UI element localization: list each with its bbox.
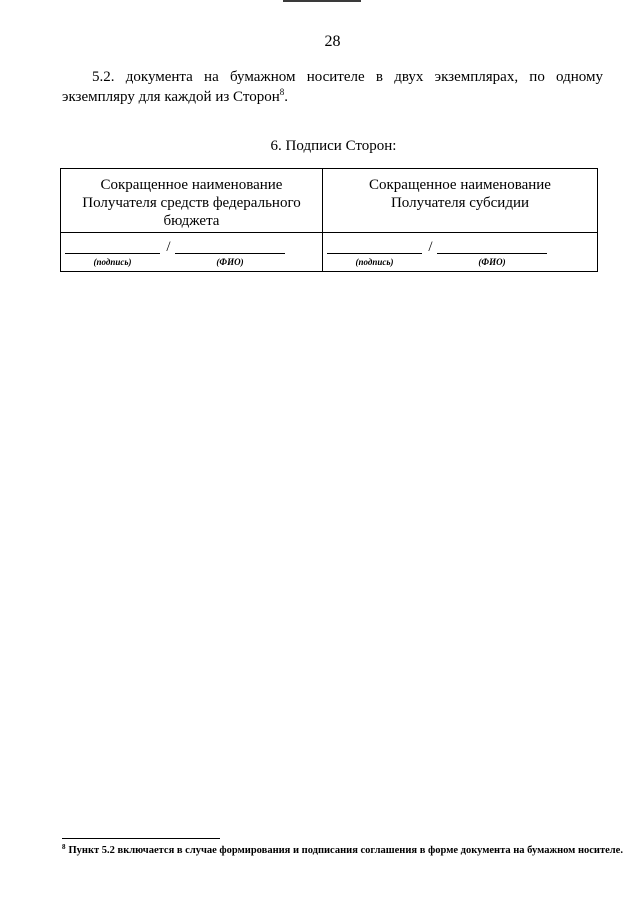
footnote-text: Пункт 5.2 включается в случае формирования и подписания соглашения в форме документа на бумажном носителе. (68, 845, 623, 856)
header-line: Получателя субсидии (390, 195, 530, 211)
section-title: 6. Подписи Сторон: (270, 138, 397, 154)
full-name-caption: (ФИО) (216, 257, 244, 267)
party-signature-subsidy-recipient (323, 233, 597, 271)
party-header-budget-recipient (61, 169, 322, 232)
footnote-marker: 8 (62, 842, 66, 851)
field-separator: / (428, 239, 433, 255)
signature-caption: (подпись) (93, 257, 132, 267)
full-name-field (437, 233, 547, 268)
header-line: Сокращенное наименование (369, 177, 551, 193)
header-line: Сокращенное наименование (100, 177, 283, 193)
footnote-reference: 8 (279, 87, 285, 97)
scan-edge-mark (283, 0, 361, 2)
party-signature-budget-recipient (61, 233, 322, 271)
signature-caption: (подпись) (355, 257, 394, 267)
clause-5-2 (62, 67, 603, 107)
signatures-table (60, 168, 598, 272)
clause-text: 5.2. документа на бумажном носителе в двух экземплярах, по одному экземпляру для каждой из Сторон (62, 69, 603, 105)
signature-line (327, 233, 422, 254)
full-name-field (175, 233, 285, 268)
signature-line (65, 233, 160, 254)
header-line: бюджета (163, 213, 220, 229)
full-name-caption: (ФИО) (478, 257, 506, 267)
full-name-line (175, 233, 285, 254)
field-separator: / (166, 239, 171, 255)
header-line: Получателя средств федерального (82, 195, 301, 211)
footnote-separator (62, 838, 220, 839)
footnote (62, 844, 634, 857)
page-number: 28 (324, 33, 341, 50)
clause-end: . (284, 89, 288, 105)
party-header-subsidy-recipient (323, 169, 597, 232)
signature-field (327, 233, 422, 268)
signature-field (65, 233, 160, 268)
full-name-line (437, 233, 547, 254)
